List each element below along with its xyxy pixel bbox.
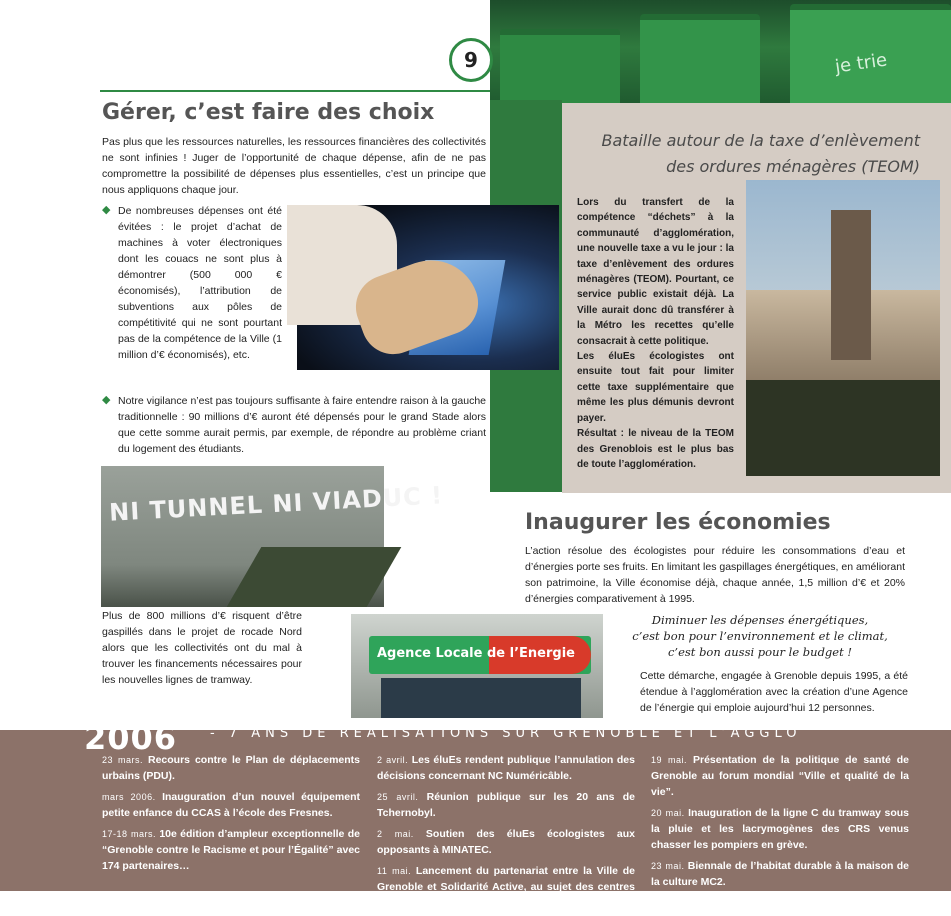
economies-after: Cette démarche, engagée à Grenoble depuis 1995, a été étendue à l’agglomération avec la création d’une Agence de l’énergie qui emploie aujourd’hui 12 personnes. xyxy=(640,670,908,714)
graffiti-text: NI TUNNEL NI VIADUC ! xyxy=(108,481,444,527)
event-text: Présentation de la politique de santé de Grenoble au forum mondial “Ville et qualité de la vie”. xyxy=(651,754,909,798)
timeline-event xyxy=(651,805,909,853)
section-title-choices: Gérer, c’est faire des choix xyxy=(102,100,435,125)
timeline-event xyxy=(651,752,909,800)
bullet-item xyxy=(102,203,282,363)
teom-title xyxy=(590,128,920,180)
timeline-event xyxy=(377,826,635,858)
voting-machine-photo xyxy=(297,205,559,370)
road-shape xyxy=(227,547,402,607)
event-date: 23 mai. xyxy=(651,861,685,871)
tunnel-caption: Plus de 800 millions d’€ risquent d’être gaspillés dans le projet de rocade Nord alors que les collectivités ont du mal à trouver les financements nécessaires pour les nouvelles lignes de tramway. xyxy=(102,610,302,686)
bin-shape xyxy=(640,14,760,105)
agence-sign-text: Agence Locale de l’Energie xyxy=(377,646,575,661)
teom-paragraph: Résultat : le niveau de la TEOM des Grenoblois est le plus bas de toute l’agglomération. xyxy=(577,428,734,470)
teom-text xyxy=(577,195,734,472)
event-date: 17-18 mars. xyxy=(102,829,156,839)
economies-body: L’action résolue des écologistes pour réduire les consommations d’eau et d’énergies porte ses fruits. En limitant les gaspillages énergétiques, en améliorant son patrimoine, la Ville économise déjà, chaque année, 1,5 million d’€ et 20% d’énergies comparativement à 1995. xyxy=(525,545,905,605)
diamond-bullet-icon: ◆ xyxy=(102,394,111,406)
timeline-column-1 xyxy=(102,752,360,879)
city-tower-photo xyxy=(746,180,940,476)
timeline-title: - 7 ANS DE REALISATIONS SUR GRENOBLE ET L’AGGLO xyxy=(210,726,802,741)
trees-shape xyxy=(746,380,940,476)
bin-shape xyxy=(500,29,620,105)
timeline-column-2 xyxy=(377,752,635,916)
quote-line: Diminuer les dépenses énergétiques, xyxy=(651,613,869,627)
recycling-bins-photo xyxy=(490,0,951,105)
diamond-bullet-icon: ◆ xyxy=(102,204,111,216)
timeline-event xyxy=(102,752,360,784)
economies-quote xyxy=(610,612,910,660)
teom-paragraph: Les éluEs écologistes ont ensuite tout fait pour limiter cette taxe supplémentaire que même les plus démunis devront payer. xyxy=(577,351,734,424)
event-text: Biennale de l’habitat durable à la maison de la culture MC2. xyxy=(651,860,909,888)
event-date: mars 2006. xyxy=(102,792,156,802)
event-text: 10e édition d’ampleur exceptionnelle de “Grenoble contre le Racisme et pour l’Égalité” avec 174 partenaires… xyxy=(102,828,360,872)
section-title-economies: Inaugurer les économies xyxy=(525,510,831,535)
event-text: Soutien des éluEs écologistes aux opposants à MINATEC. xyxy=(377,828,635,856)
teom-title-line: des ordures ménagères (TEOM) xyxy=(666,157,920,176)
event-text: Réunion publique sur les 20 ans de Tchernobyl. xyxy=(377,791,636,819)
teom-title-line: Bataille autour de la taxe d’enlèvement xyxy=(601,131,920,150)
event-text: Les éluEs rendent publique l’annulation des décisions concernant NC Numéricâble. xyxy=(377,754,635,782)
page-number: 9 xyxy=(449,38,493,82)
teom-paragraph: Lors du transfert de la compétence “déchets” à la communauté d’agglomération, une nouvelle taxe a vu le jour : la taxe d’enlèvement des ordures ménagères (TEOM). Pourtant, ce service public existait déjà. La Ville aurait donc dû transférer à la Métro les recettes qu’elle consacrait à cette politique. xyxy=(577,197,734,347)
tunnel-graffiti-photo xyxy=(101,466,444,607)
event-text: Inauguration d’un nouvel équipement petite enfance du CCAS à l’école des Fresnes. xyxy=(102,791,360,819)
event-date: 2 mai. xyxy=(377,829,414,839)
timeline-event xyxy=(377,863,635,911)
event-text: Inauguration de la ligne C du tramway sous la pluie et les lacrymogènes des CRS venus chasser les pompiers en grève. xyxy=(651,807,909,851)
timeline-event xyxy=(102,826,360,874)
timeline-event xyxy=(102,789,360,821)
bullet-text: De nombreuses dépenses ont été évitées : le projet d’achat de machines à voter électroniques dont les couacs ne sont plus à démontrer (500 000 € économisés), l’attribution de subventions aux pôles de compétitivité qui ne sont pourtant pas de la compétence de la Ville (1 million d’€ économisés), etc. xyxy=(118,205,282,361)
event-date: 19 mai. xyxy=(651,755,688,765)
event-text: Recours contre le Plan de déplacements urbains (PDU). xyxy=(102,754,361,782)
event-text: Lancement du partenariat entre la Ville de Grenoble et Solidarité Active, au sujet des centres de santé, avec M. Girod de l’Ain et Martin Hirsh. xyxy=(377,865,635,909)
event-date: 23 mars. xyxy=(102,755,144,765)
timeline-event xyxy=(377,752,635,784)
quote-line: c’est bon aussi pour le budget ! xyxy=(667,645,852,659)
event-date: 20 mai. xyxy=(651,808,685,818)
event-date: 2 avril. xyxy=(377,755,409,765)
timeline-column-3 xyxy=(651,752,909,895)
timeline-year: 2006 xyxy=(84,719,178,757)
quote-line: c’est bon pour l’environnement et le climat, xyxy=(632,629,888,643)
tower-shape xyxy=(831,210,871,360)
event-date: 25 avril. xyxy=(377,792,419,802)
shopfront-shape xyxy=(381,678,581,718)
event-date: 11 mai. xyxy=(377,866,412,876)
bullet-text: Notre vigilance n’est pas toujours suffisante à faire entendre raison à la gauche traditionnelle : 90 millions d’€ auront été dépensés pour le grand Stade alors que cette somme aurait permis, par exemple, de répondre au problème criant du logement des étudiants. xyxy=(118,395,486,455)
timeline-event xyxy=(377,789,635,821)
section-intro: Pas plus que les ressources naturelles, les ressources financières des collectivités ne sont infinies ! Juger de l’opportunité de chaque dépense, afin de ne pas compromettre la possibilité de dépenses plus essentielles, c’est un principe que nous appliquons chaque jour. xyxy=(102,136,486,196)
timeline-event xyxy=(651,858,909,890)
bin-label: je trie xyxy=(833,49,889,78)
green-rule xyxy=(100,90,490,92)
agence-energie-photo xyxy=(351,614,603,718)
bullet-item xyxy=(102,393,486,457)
